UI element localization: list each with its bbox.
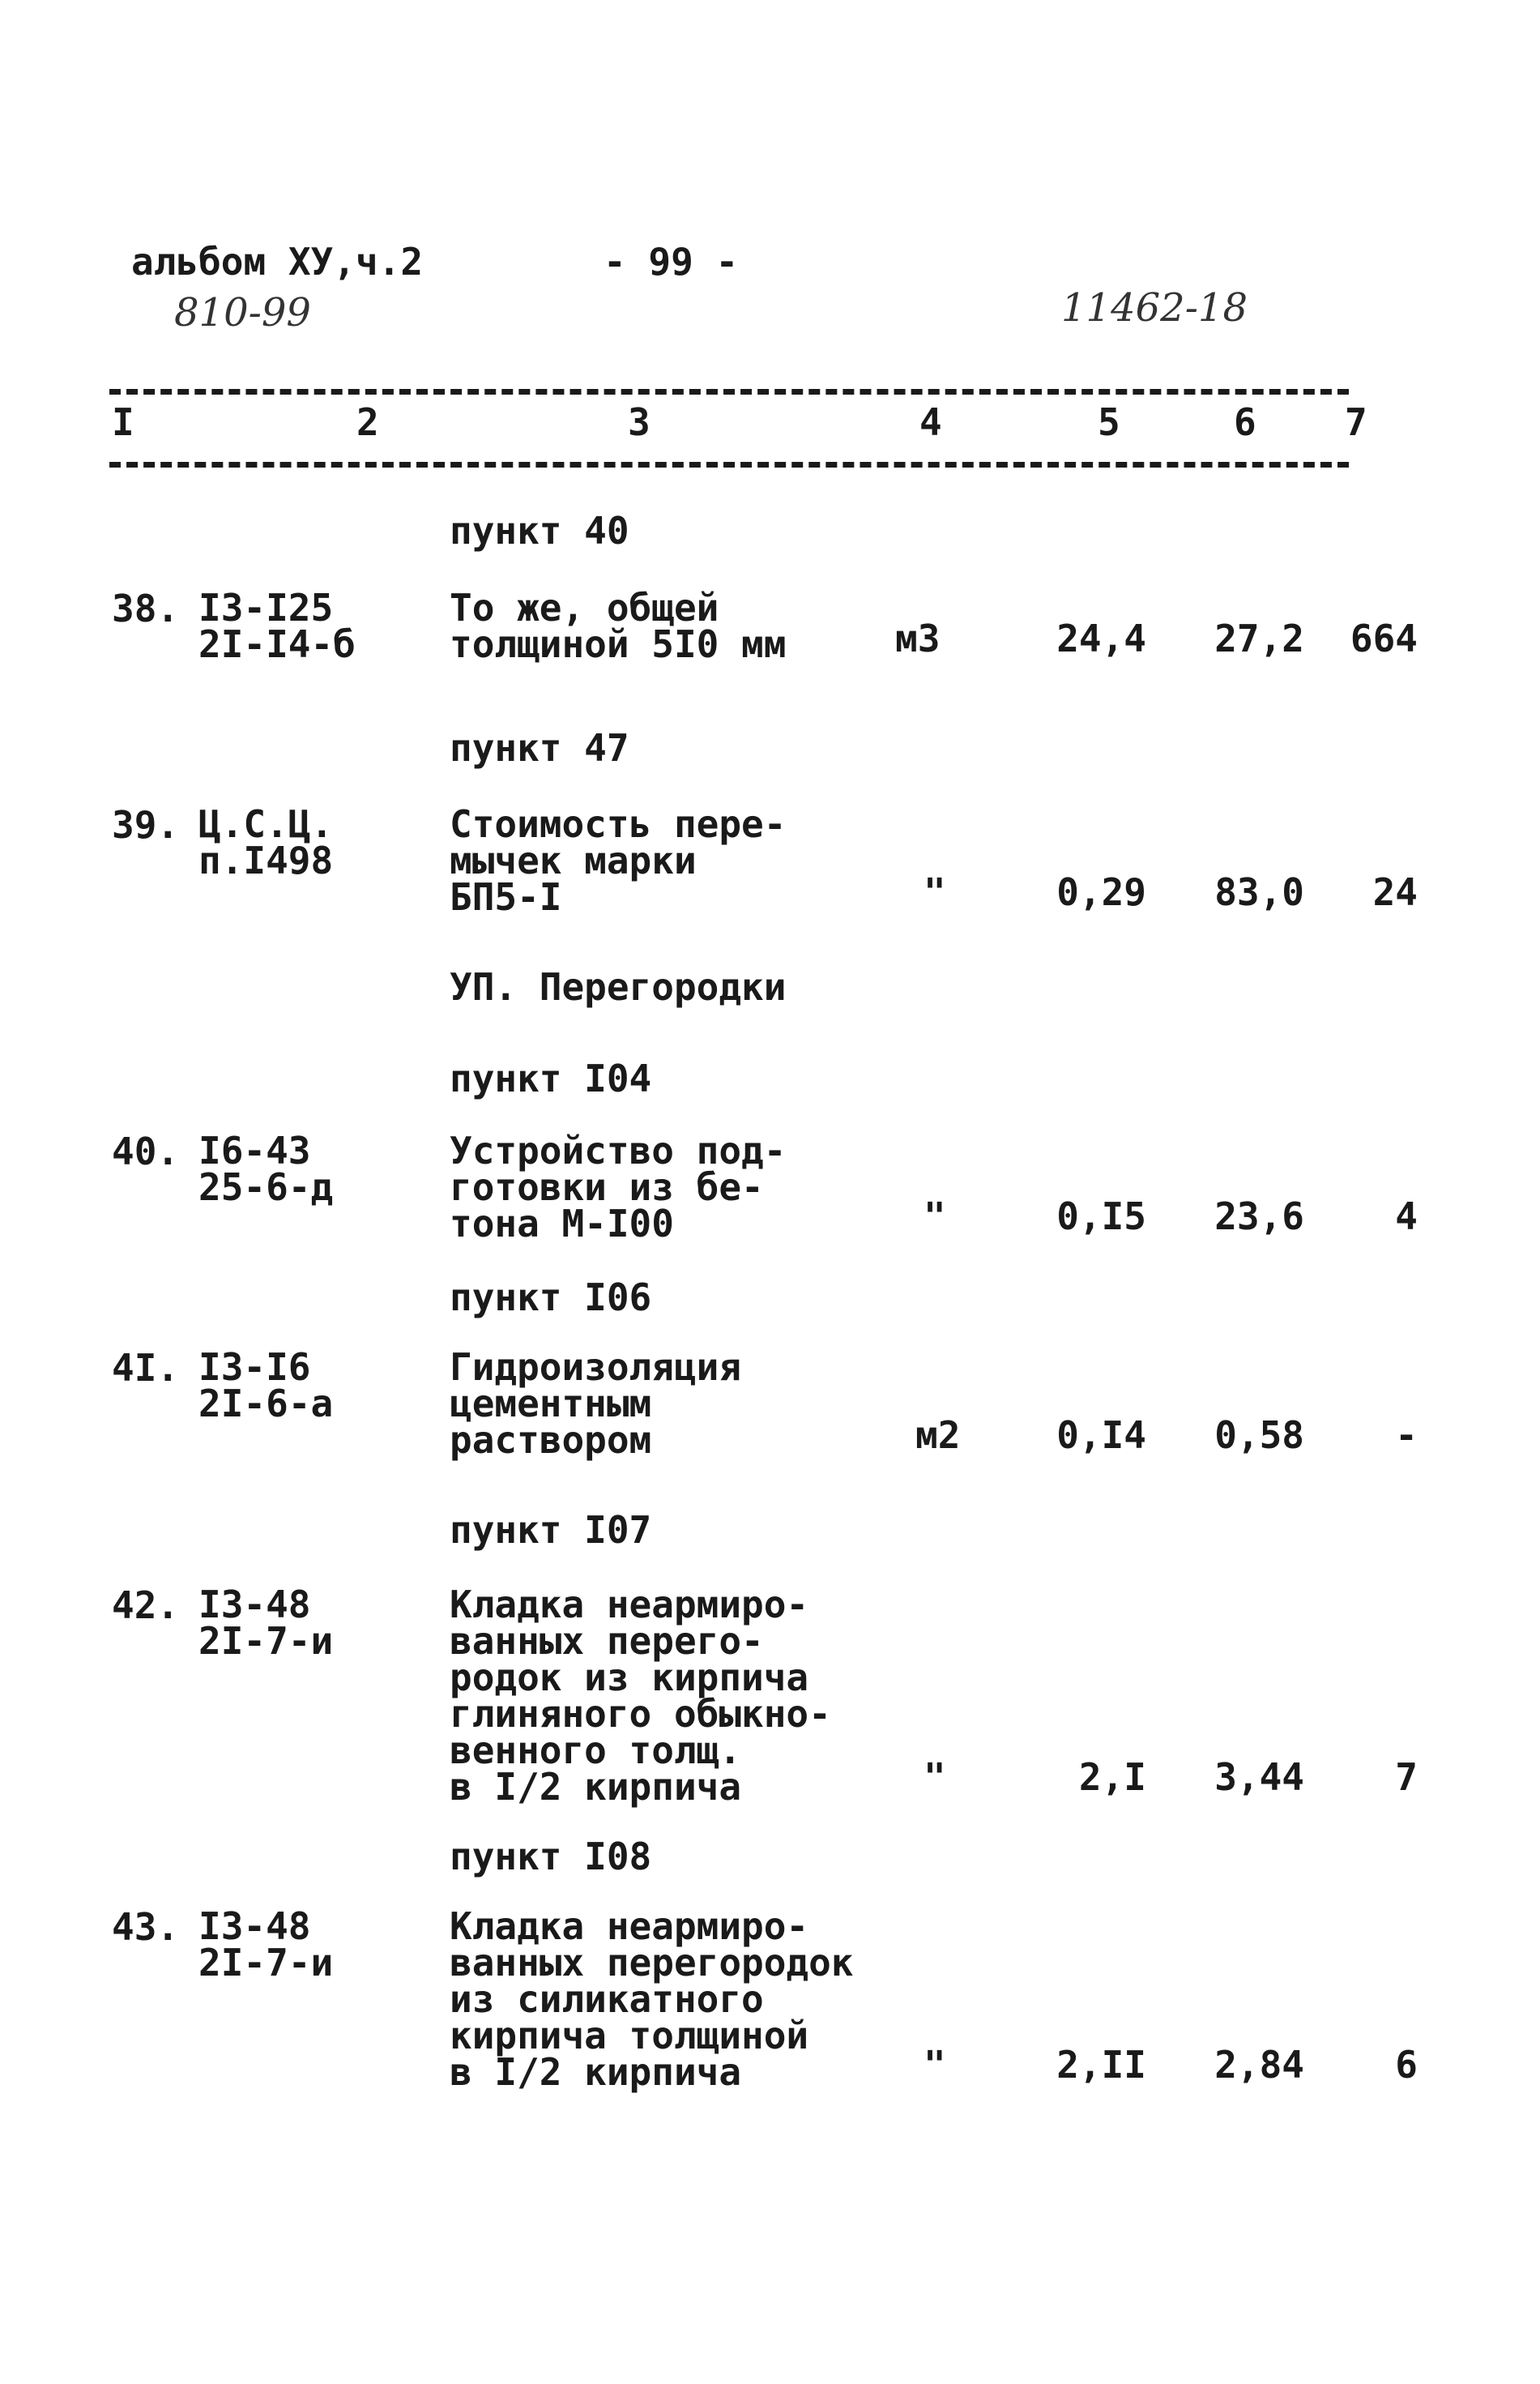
unit: " [924,1194,946,1238]
value-col7: 664 [1350,617,1418,660]
column-header-7: 7 [1345,400,1367,444]
value-col6: 2,84 [1214,2043,1304,2087]
value-col7: 7 [1395,1755,1418,1799]
value-col6: 3,44 [1214,1755,1304,1799]
page-number: - 99 - [604,240,739,284]
unit: м3 [895,617,941,660]
header-rule-top [109,389,1349,395]
work-description: Кладка неармиро- ванных перегородок из силикатного кирпича толщиной в I/2 кирпича [450,1904,854,2094]
value-col5: 24,4 [1056,617,1146,660]
norm-code: I3-48 2I-7-и [198,1583,334,1663]
work-description: Кладка неармиро- ванных перего- родок из кирпича глиняного обыкно- венного толщ. в I/2 кирпича [450,1583,831,1809]
value-col6: 83,0 [1214,870,1304,914]
norm-code: I6-43 25-6-д [198,1129,334,1209]
handwritten-code-right: 11462-18 [1061,285,1248,331]
header-rule-bottom [109,462,1349,468]
value-col6: 0,58 [1214,1413,1304,1457]
norm-code: I3-I25 2I-I4-б [198,586,356,666]
clause-label: пункт I06 [450,1275,652,1319]
row-number: 43. [112,1905,180,1949]
column-header-5: 5 [1098,400,1120,444]
row-number: 38. [112,587,180,630]
value-col7: 4 [1395,1194,1418,1238]
value-col5: 0,29 [1056,870,1146,914]
value-col5: 2,II [1056,2043,1146,2087]
clause-label: пункт 47 [450,726,629,770]
norm-code: I3-48 2I-7-и [198,1904,334,1985]
column-header-2: 2 [356,400,379,444]
column-header-6: 6 [1234,400,1256,444]
value-col6: 27,2 [1214,617,1304,660]
clause-label: пункт I08 [450,1835,652,1878]
norm-code: I3-I6 2I-6-а [198,1345,334,1425]
section-heading: УП. Перегородки [450,965,787,1009]
column-header-4: 4 [919,400,942,444]
column-header-1: I [112,400,134,444]
column-header-3: 3 [628,400,651,444]
clause-label: пункт 40 [450,509,629,553]
value-col5: 2,I [1078,1755,1146,1799]
work-description: То же, общей толщиной 5I0 мм [450,586,787,666]
handwritten-code-left: 810-99 [174,290,311,335]
norm-code: Ц.С.Ц. п.I498 [198,802,334,882]
row-number: 42. [112,1583,180,1627]
work-description: Устройство под- готовки из бе- тона М-I00 [450,1129,787,1245]
value-col6: 23,6 [1214,1194,1304,1238]
value-col7: 6 [1395,2043,1418,2087]
value-col7: - [1395,1413,1418,1457]
clause-label: пункт I04 [450,1057,652,1100]
work-description: Стоимость пере- мычек марки БП5-I [450,802,787,919]
work-description: Гидроизоляция цементным раствором [450,1345,742,1462]
album-reference: альбом ХУ,ч.2 [131,240,424,284]
value-col5: 0,I5 [1056,1194,1146,1238]
unit: м2 [915,1413,961,1457]
value-col5: 0,I4 [1056,1413,1146,1457]
row-number: 40. [112,1130,180,1173]
clause-label: пункт I07 [450,1508,652,1552]
row-number: 4I. [112,1346,180,1390]
value-col7: 24 [1372,870,1418,914]
unit: " [924,1755,946,1799]
row-number: 39. [112,803,180,847]
unit: " [924,2043,946,2087]
unit: " [924,870,946,914]
